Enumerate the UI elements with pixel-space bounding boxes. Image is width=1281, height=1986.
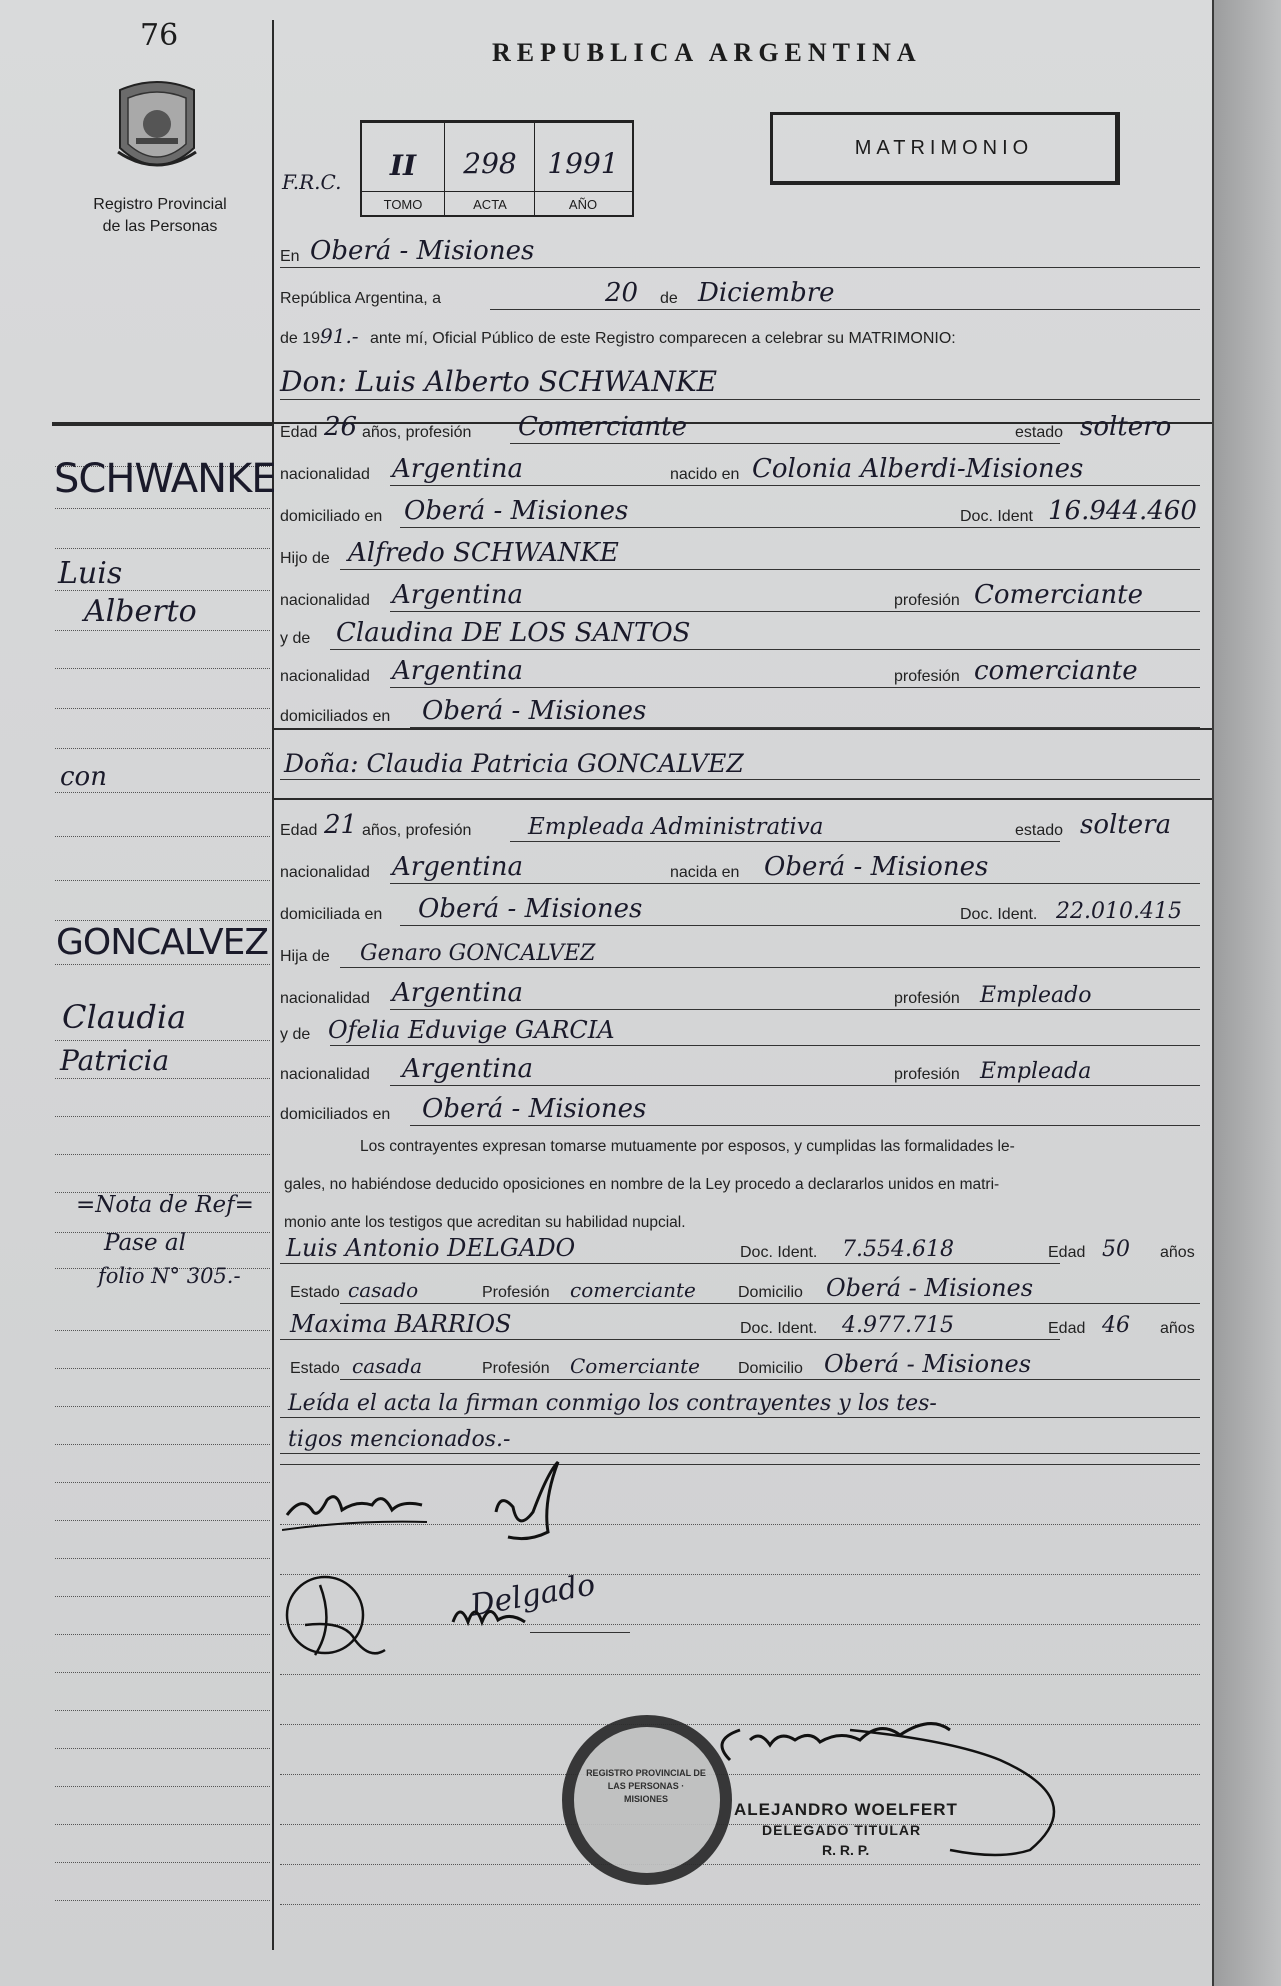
edad-label-b: Edad <box>280 822 318 839</box>
day: 20 <box>605 278 639 308</box>
groom-birthplace: Colonia Alberdi-Misiones <box>752 454 1084 484</box>
frc-label: F.R.C. <box>282 170 342 194</box>
row-bride-age <box>280 810 1200 848</box>
row-groom-age <box>280 412 1200 450</box>
month: Diciembre <box>698 278 835 308</box>
margin-line <box>55 1900 270 1901</box>
row-groom-nat <box>280 454 1200 492</box>
row-place <box>280 236 1200 274</box>
row-witness2 <box>280 1312 1200 1346</box>
margin-line <box>55 1406 270 1407</box>
bride-father: Genaro GONCALVEZ <box>360 941 596 966</box>
row-witness1 <box>280 1236 1200 1270</box>
witness1-estado: casado <box>348 1278 419 1302</box>
tomo-acta-ano-box <box>360 120 634 217</box>
yde-label-b: y de <box>280 1026 311 1043</box>
row-bride-mother-nat <box>280 1054 1200 1092</box>
estado-label: estado <box>1015 424 1064 441</box>
edad-label: Edad <box>280 424 318 441</box>
w2-prof-label: Profesión <box>482 1360 550 1377</box>
margin-note-2: Pase al <box>104 1230 186 1256</box>
margin-surname-2: GONCALVEZ <box>56 922 269 963</box>
w1-estado-label: Estado <box>290 1284 340 1301</box>
margin-line <box>55 1672 270 1673</box>
margin-line <box>55 1078 270 1079</box>
witness2-name: Maxima BARRIOS <box>290 1310 512 1338</box>
margin-line <box>55 1520 270 1521</box>
groom-domicile: Oberá - Misiones <box>404 496 629 526</box>
bride-profession: Empleada Administrativa <box>528 814 824 840</box>
ano-value: 1991 <box>547 147 619 180</box>
margin-line <box>55 1786 270 1787</box>
margin-line <box>55 1558 270 1559</box>
official-title: DELEGADO TITULAR <box>762 1822 922 1838</box>
row-year <box>280 322 1200 356</box>
ano-label: AÑO <box>568 197 598 212</box>
row-closing-1 <box>280 1390 1200 1424</box>
de-label: de <box>660 290 678 307</box>
groom-profession: Comerciante <box>518 412 687 442</box>
intro-text: ante mí, Oficial Público de este Registro comparecen a celebrar su MATRIMONIO: <box>370 330 956 347</box>
margin-line <box>55 548 270 549</box>
groom-name: Don: Luis Alberto SCHWANKE <box>280 365 718 398</box>
doc-type-box <box>770 112 1120 185</box>
hija-label: Hija de <box>280 948 330 965</box>
row-groom-dom <box>280 496 1200 534</box>
margin-top-rule <box>52 424 272 426</box>
acta-label: ACTA <box>473 197 507 212</box>
row-bride-dom <box>280 894 1200 932</box>
row-groom-mother-nat <box>280 656 1200 694</box>
groom-doc: 16.944.460 <box>1048 496 1197 526</box>
acta-value: 298 <box>463 147 517 180</box>
official-office: R. R. P. <box>822 1842 870 1858</box>
bride-section-top <box>272 798 1212 800</box>
closing-line-2: tigos mencionados.- <box>288 1427 511 1452</box>
bride-estado: soltera <box>1080 810 1172 840</box>
nac-label-b: nacionalidad <box>280 864 370 881</box>
margin-given-1b: Alberto <box>84 594 197 629</box>
row-bride-father <box>280 940 1200 974</box>
page-edge-shadow <box>1214 0 1281 1986</box>
estado-label-b: estado <box>1015 822 1064 839</box>
republica-label: República Argentina, a <box>280 290 441 307</box>
signature-underline <box>530 1632 630 1633</box>
declaration-line-3: monio ante los testigos que acreditan su habilidad nupcial. <box>284 1214 686 1231</box>
declaration-line-1: Los contrayentes expresan tomarse mutuamente por esposos, y cumplidas las formalidades le- <box>360 1138 1015 1155</box>
prof-label-2: profesión <box>894 668 960 685</box>
bride-father-nat: Argentina <box>392 978 523 1008</box>
nac-label: nacionalidad <box>280 466 370 483</box>
stamp-text: REGISTRO PROVINCIAL DE LAS PERSONAS · MISIONES <box>586 1768 706 1804</box>
witness1-domicile: Oberá - Misiones <box>826 1274 1034 1302</box>
row-groom-mother <box>280 618 1200 656</box>
tomo-value: II <box>389 149 417 182</box>
margin-line <box>55 1596 270 1597</box>
margin-line <box>55 1154 270 1155</box>
dom-label-b: domiciliada en <box>280 906 383 923</box>
prof-label-b: profesión <box>894 990 960 1007</box>
place: Oberá - Misiones <box>310 236 535 266</box>
official-name: ALEJANDRO WOELFERT <box>734 1800 958 1819</box>
groom-father-prof: Comerciante <box>974 580 1143 610</box>
country-title: REPUBLICA ARGENTINA <box>492 38 922 67</box>
nac-label-2: nacionalidad <box>280 592 370 609</box>
witness1-name: Luis Antonio DELGADO <box>286 1234 576 1262</box>
groom-parents-dom: Oberá - Misiones <box>422 696 647 726</box>
margin-line <box>55 1330 270 1331</box>
witness1-doc: 7.554.618 <box>842 1237 954 1262</box>
bride-domicile: Oberá - Misiones <box>418 894 643 924</box>
row-bride-mother <box>280 1018 1200 1052</box>
w2-domicilio-label: Domicilio <box>738 1360 803 1377</box>
doc-label: Doc. Ident <box>960 508 1033 525</box>
margin-line <box>55 1482 270 1483</box>
margin-line <box>55 748 270 749</box>
groom-age: 26 <box>324 412 358 442</box>
w1-edad-label: Edad <box>1048 1244 1086 1261</box>
bride-name: Doña: Claudia Patricia GONCALVEZ <box>284 749 744 778</box>
margin-line <box>55 836 270 837</box>
bride-mother: Ofelia Eduvige GARCIA <box>328 1016 615 1044</box>
nac-label-3: nacionalidad <box>280 668 370 685</box>
witness2-age: 46 <box>1102 1313 1130 1338</box>
groom-mother: Claudina DE LOS SANTOS <box>336 618 691 648</box>
row-bride-father-nat <box>280 978 1200 1016</box>
groom-father: Alfredo SCHWANKE <box>348 538 619 568</box>
row-groom-father <box>280 538 1200 576</box>
row-bride-name <box>280 749 1200 786</box>
prof-label: profesión <box>894 592 960 609</box>
margin-given-1a: Luis <box>58 556 123 591</box>
w1-doc-label: Doc. Ident. <box>740 1244 818 1261</box>
tomo-label: TOMO <box>383 197 423 212</box>
anos-prof-label-b: años, profesión <box>362 822 472 839</box>
prof-label-b2: profesión <box>894 1066 960 1083</box>
doc-label-b: Doc. Ident. <box>960 906 1038 923</box>
w1-prof-label: Profesión <box>482 1284 550 1301</box>
margin-line <box>55 1368 270 1369</box>
margin-line <box>55 590 270 591</box>
nacida-label: nacida en <box>670 864 740 881</box>
witness1-signature-prefix <box>450 1592 530 1642</box>
declaration-line-2: gales, no habiéndose deducido oposiciones en nombre de la Ley procedo a declararlos unidos en matri- <box>284 1176 1000 1193</box>
groom-signature <box>282 1470 432 1540</box>
row-closing-2 <box>280 1426 1200 1460</box>
row-bride-nat <box>280 852 1200 890</box>
w2-edad-label: Edad <box>1048 1320 1086 1337</box>
w1-domicilio-label: Domicilio <box>738 1284 803 1301</box>
bride-birthplace: Oberá - Misiones <box>764 852 989 882</box>
margin-line <box>55 920 270 921</box>
provincial-seal <box>112 78 202 182</box>
doms-label: domiciliados en <box>280 708 391 725</box>
doms-label-b: domiciliados en <box>280 1106 391 1123</box>
dom-label: domiciliado en <box>280 508 383 525</box>
margin-line <box>55 1824 270 1825</box>
margin-line <box>55 1634 270 1635</box>
margin-note-3: folio N° 305.- <box>98 1264 241 1288</box>
page-number: 76 <box>140 18 179 53</box>
row-witness2-detail <box>280 1352 1200 1386</box>
row-bride-parents-dom <box>280 1094 1200 1132</box>
nac-label-b3: nacionalidad <box>280 1066 370 1083</box>
bride-parents-dom: Oberá - Misiones <box>422 1094 647 1124</box>
bride-nationality: Argentina <box>392 852 523 882</box>
w1-anos-label: años <box>1160 1244 1195 1261</box>
margin-line <box>55 964 270 965</box>
bride-father-prof: Empleado <box>980 983 1092 1008</box>
witness1-age: 50 <box>1102 1237 1130 1262</box>
witness1-profession: comerciante <box>570 1278 696 1302</box>
w2-anos-label: años <box>1160 1320 1195 1337</box>
margin-note-1: =Nota de Ref= <box>76 1192 254 1218</box>
groom-section-bottom <box>272 728 1212 730</box>
margin-surname-1: SCHWANKE <box>54 456 276 502</box>
margin-divider <box>272 20 274 1950</box>
nac-label-b2: nacionalidad <box>280 990 370 1007</box>
margin-line <box>55 1040 270 1041</box>
bride-mother-nat: Argentina <box>402 1054 533 1084</box>
row-groom-father-nat <box>280 580 1200 618</box>
margin-con: con <box>60 762 107 792</box>
hijo-label: Hijo de <box>280 550 330 567</box>
yde-label: y de <box>280 630 311 647</box>
margin-line <box>55 880 270 881</box>
witness2-domicile: Oberá - Misiones <box>824 1350 1032 1378</box>
bride-signature <box>488 1452 578 1552</box>
bride-doc: 22.010.415 <box>1056 899 1182 924</box>
witness2-estado: casada <box>352 1354 423 1378</box>
margin-line <box>55 630 270 631</box>
margin-line <box>55 1116 270 1117</box>
margin-line <box>55 708 270 709</box>
bride-mother-prof: Empleada <box>980 1059 1092 1084</box>
row-groom-name <box>280 365 1200 406</box>
closing-line-1: Leída el acta la firman conmigo los contrayentes y los tes- <box>288 1391 937 1416</box>
margin-given-2b: Patricia <box>60 1044 170 1077</box>
groom-mother-nat: Argentina <box>392 656 523 686</box>
groom-nationality: Argentina <box>392 454 523 484</box>
margin-line <box>55 1862 270 1863</box>
registry-name: Registro Provincial de las Personas <box>93 196 227 235</box>
margin-line <box>55 1710 270 1711</box>
row-witness1-detail <box>280 1276 1200 1310</box>
witness2-doc: 4.977.715 <box>842 1313 954 1338</box>
witness2-profession: Comerciante <box>570 1354 700 1378</box>
margin-line <box>55 508 270 509</box>
groom-estado: soltero <box>1080 412 1172 442</box>
bride-age: 21 <box>324 810 358 840</box>
year: 91.- <box>320 324 359 348</box>
groom-father-nat: Argentina <box>392 580 523 610</box>
de19-label: de 19 <box>280 330 321 347</box>
row-date <box>280 278 1200 316</box>
en-label: En <box>280 248 300 265</box>
w2-doc-label: Doc. Ident. <box>740 1320 818 1337</box>
groom-mother-prof: comerciante <box>974 656 1138 686</box>
margin-line <box>55 1444 270 1445</box>
margin-line <box>55 668 270 669</box>
margin-line <box>55 1748 270 1749</box>
witness1-signature: Delgado <box>467 1567 598 1624</box>
nacido-label: nacido en <box>670 466 740 483</box>
margin-given-2a: Claudia <box>62 998 187 1036</box>
witness2-signature-mark <box>275 1565 395 1685</box>
w2-estado-label: Estado <box>290 1360 340 1377</box>
anos-prof-label: años, profesión <box>362 424 472 441</box>
doc-type: MATRIMONIO <box>854 137 1034 159</box>
margin-line <box>55 792 270 793</box>
